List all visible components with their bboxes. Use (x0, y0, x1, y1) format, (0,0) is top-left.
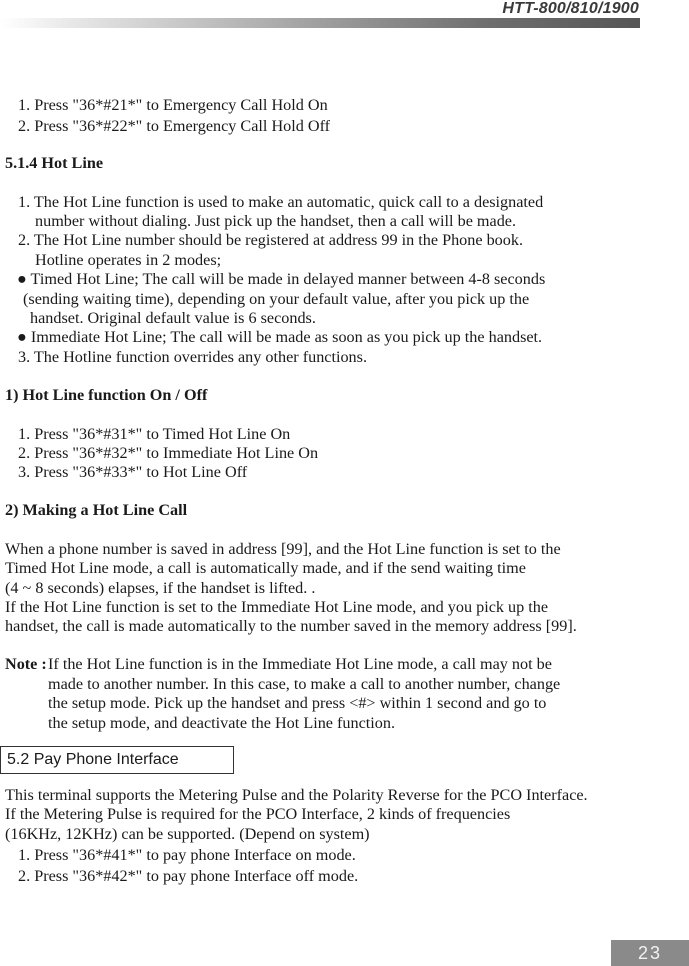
hot-line-bullet: ● Timed Hot Line; The call will be made in delayed manner between 4-8 seconds (17, 270, 546, 288)
pay-phone-text: This terminal supports the Metering Pulse and the Polarity Reverse for the PCO Interface. (5, 786, 588, 804)
making-call-text: Timed Hot Line mode, a call is automatically made, and if the send waiting time (5, 559, 526, 577)
note-text: made to another number. In this case, to make a call to another number, change (48, 675, 561, 693)
document-header-title: HTT-800/810/1900 (502, 0, 639, 17)
hot-line-text: Hotline operates in 2 modes; (35, 251, 222, 269)
pay-phone-step: 1. Press "36*#41*" to pay phone Interface on mode. (18, 846, 356, 864)
making-call-text: handset, the call is made automatically to the number saved in the memory address [99]. (5, 617, 577, 635)
header-gradient-bar (0, 18, 640, 28)
hot-line-heading: 5.1.4 Hot Line (5, 154, 104, 172)
hot-line-text: handset. Original default value is 6 seconds. (30, 309, 316, 327)
hot-line-text: 3. The Hotline function overrides any other functions. (18, 348, 367, 366)
page-number: 23 (611, 940, 689, 966)
emergency-hold-off-line: 2. Press "36*#22*" to Emergency Call Hold Off (18, 117, 331, 135)
making-call-text: (4 ~ 8 seconds) elapses, if the handset is lifted. . (5, 579, 316, 597)
hot-line-text: number without dialing. Just pick up the handset, then a call will be made. (35, 212, 517, 230)
pay-phone-text: (16KHz, 12KHz) can be supported. (Depend on system) (5, 825, 370, 843)
pay-phone-text: If the Metering Pulse is required for the PCO Interface, 2 kinds of frequencies (5, 805, 511, 823)
pay-phone-section-heading: 5.2 Pay Phone Interface (0, 746, 234, 774)
note-text: If the Hot Line function is in the Immediate Hot Line mode, a call may not be (48, 655, 552, 673)
pay-phone-step: 2. Press "36*#42*" to pay phone Interface off mode. (18, 867, 359, 885)
hot-line-text: 2. The Hot Line number should be registered at address 99 in the Phone book. (18, 231, 524, 249)
note-text: the setup mode, and deactivate the Hot Line function. (48, 714, 396, 732)
making-call-heading: 2) Making a Hot Line Call (5, 501, 188, 519)
onoff-step: 1. Press "36*#31*" to Timed Hot Line On (18, 425, 291, 443)
making-call-text: When a phone number is saved in address [99], and the Hot Line function is set to the (5, 540, 561, 558)
hot-line-text: 1. The Hot Line function is used to make an automatic, quick call to a designated (18, 193, 544, 211)
emergency-hold-on-line: 1. Press "36*#21*" to Emergency Call Hold On (18, 96, 328, 114)
hot-line-onoff-heading: 1) Hot Line function On / Off (5, 386, 208, 404)
onoff-step: 2. Press "36*#32*" to Immediate Hot Line On (18, 444, 319, 462)
hot-line-text: (sending waiting time), depending on your default value, after you pick up the (23, 290, 530, 308)
hot-line-bullet: ● Immediate Hot Line; The call will be made as soon as you pick up the handset. (17, 328, 543, 346)
making-call-text: If the Hot Line function is set to the Immediate Hot Line mode, and you pick up the (5, 598, 549, 616)
onoff-step: 3. Press "36*#33*" to Hot Line Off (18, 463, 248, 481)
note-label: Note : (5, 655, 47, 673)
note-text: the setup mode. Pick up the handset and press <#> within 1 second and go to (48, 694, 547, 712)
